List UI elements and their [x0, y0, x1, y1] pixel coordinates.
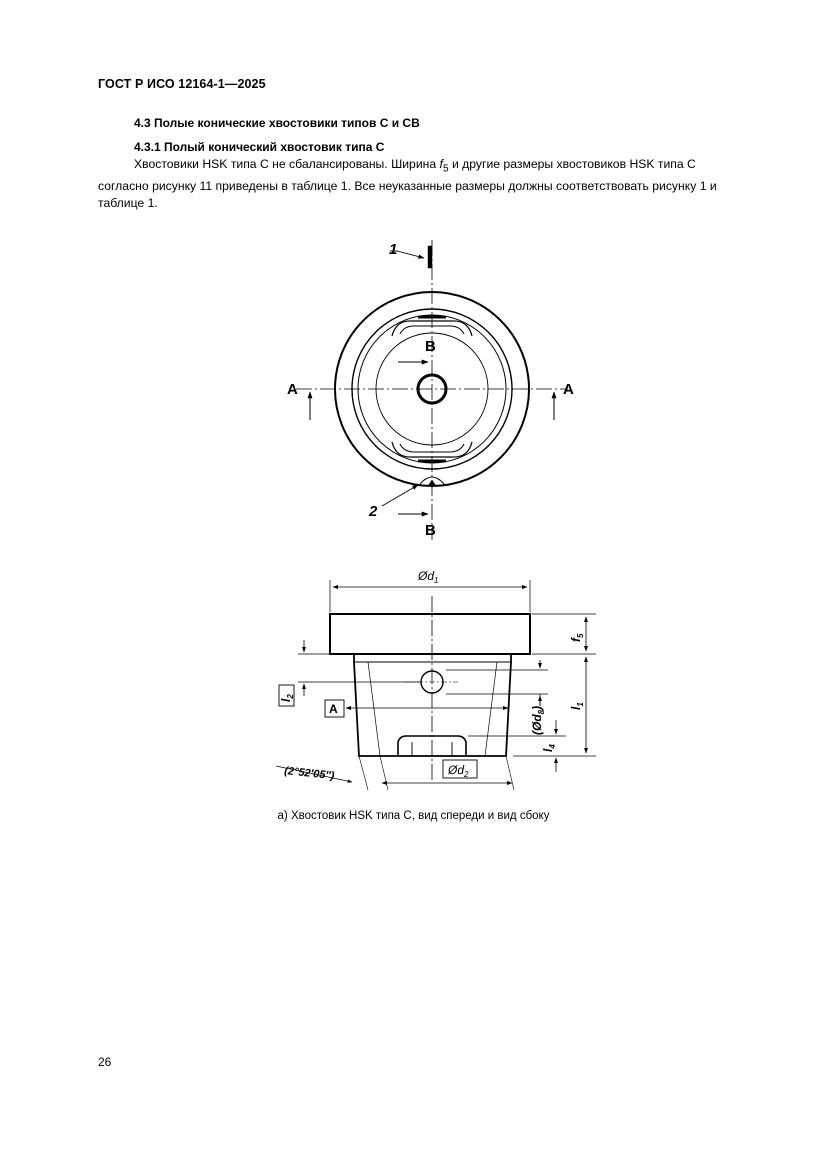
symbol-f-sub: 5: [442, 163, 449, 175]
dim-d8: $(Ød_8)$: [530, 705, 546, 735]
symbol-f: f: [439, 157, 443, 171]
angle-label: (2°52′05″): [283, 765, 335, 783]
datum-a: A: [329, 702, 338, 716]
dim-l1: $l_1$: [569, 702, 585, 710]
section-b-top: B: [425, 338, 436, 355]
callout-2: 2: [369, 503, 378, 520]
front-view-labels: [287, 241, 574, 539]
dim-d1: $Ød_1$: [418, 569, 439, 585]
side-view: [276, 580, 596, 790]
document-header: ГОСТ Р ИСО 12164-1—2025: [98, 77, 266, 91]
flange-body: [330, 614, 530, 654]
dim-l4: $l_4$: [541, 744, 557, 752]
paragraph-text-end: и другие размеры хвостовиков HSK типа С согласно рисунку 11 приведены в таблице 1. Все неуказанные размеры должны соответствовать рисунку 1 и таблице 1.: [98, 157, 717, 211]
section-b-bottom: B: [425, 522, 436, 539]
front-view: [296, 240, 568, 540]
dim-f5: $f_5$: [569, 633, 585, 642]
dim-l2: $l_2$: [279, 694, 295, 702]
page-number: 26: [98, 1055, 112, 1069]
figure-caption: а) Хвостовик HSK типа С, вид спереди и вид сбоку: [277, 810, 550, 822]
section-title: 4.3 Полые конические хвостовики типов С и СВ: [134, 116, 420, 130]
paragraph-text-start: Хвостовики HSK типа С не сбалансированы. Ширина: [134, 157, 440, 171]
dim-d2: $Ød_2$: [448, 763, 469, 779]
section-a-left: A: [287, 381, 298, 398]
taper-body: [354, 654, 511, 756]
subsection-title: 4.3.1 Полый конический хвостовик типа С: [134, 140, 385, 154]
section-a-right: A: [563, 381, 574, 398]
callout-1: 1: [389, 241, 398, 258]
